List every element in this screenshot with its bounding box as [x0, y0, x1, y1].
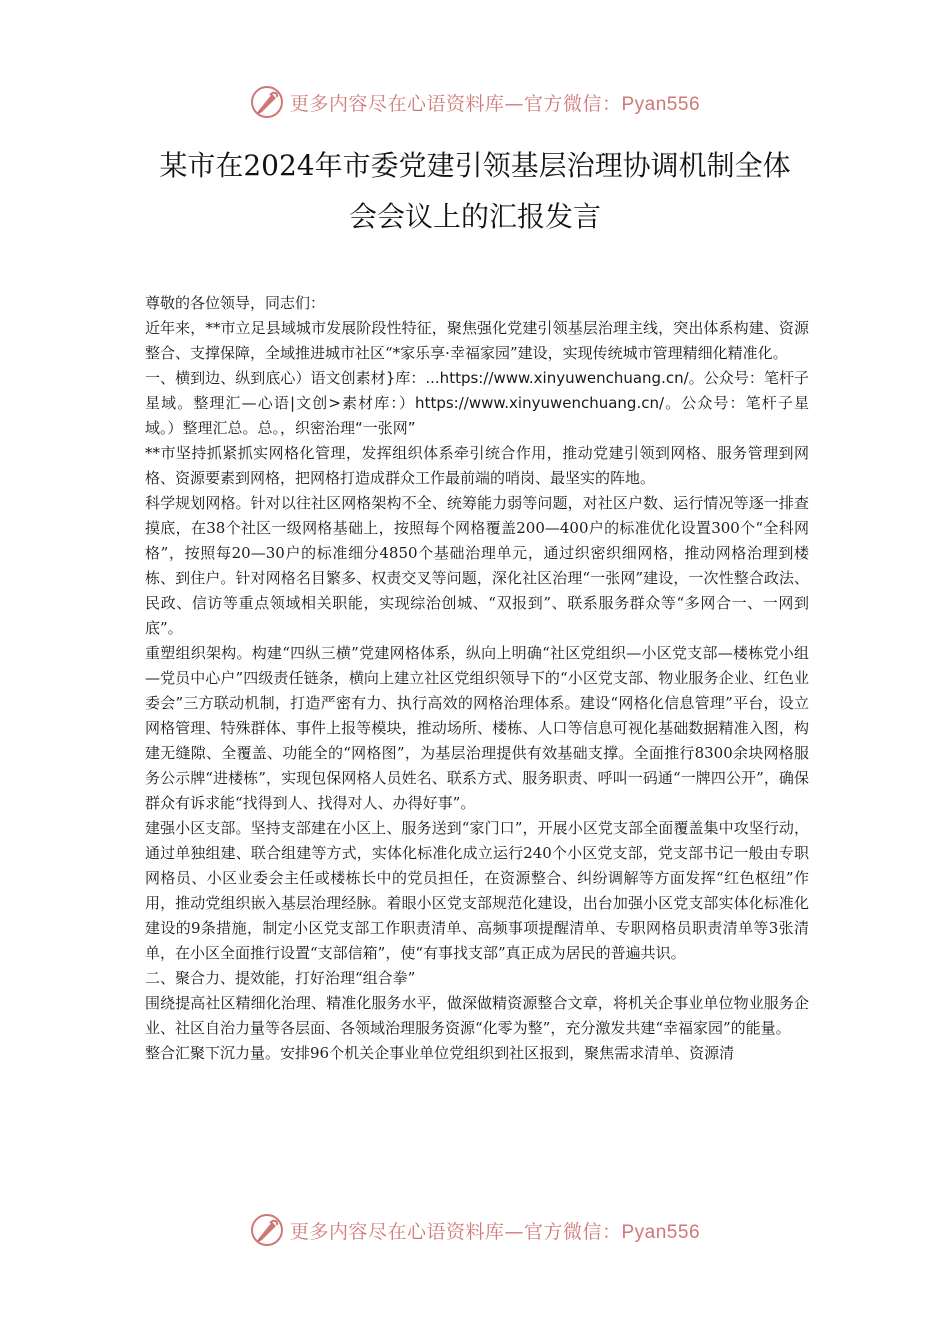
- body-paragraph: 近年来，**市立足县域城市发展阶段性特征，聚焦强化党建引领基层治理主线，突出体系构建、资源整合、支撑保障，全域推进城市社区“*家乐享·幸福家园”建设，实现传统城市管理精细化精准化。: [145, 319, 809, 362]
- body-paragraph: **市坚持抓紧抓实网格化管理，发挥组织体系牵引统合作用，推动党建引领到网格、服务管理到网格、资源要素到网格，把网格打造成群众工作最前端的哨岗、最坚实的阵地。: [145, 444, 809, 487]
- watermark-text: 更多内容尽在心语资料库—官方微信：Pyan556: [289, 1220, 701, 1243]
- body-paragraph: 整合汇聚下沉力量。安排96个机关企事业单位党组织到社区报到，聚焦需求清单、资源清: [145, 1044, 735, 1062]
- watermark-handle: Pyan556: [621, 1221, 701, 1243]
- body-paragraph: 科学规划网格。针对以往社区网格架构不全、统筹能力弱等问题，对社区户数、运行情况等逐一排查摸底，在38个社区一级网格基础上，按照每个网格覆盖200—400户的标准优化设置300个“全科网格”，按照每20—30户的标准细分4850个基础治理单元，通过织密织细网格，推动网格治理到楼栋、到住户。针对网格名目繁多、权责交叉等问题，深化社区治理“一张网”建设，一次性整合政法、民政、信访等重点领域相关职能，实现综治创城、“双报到”、联系服务群众等“多网合一、一网到底”。: [145, 494, 809, 637]
- watermark-handle: Pyan556: [621, 93, 701, 115]
- salutation: 尊敬的各位领导，同志们：: [145, 294, 326, 312]
- watermark-banner-bottom: [0, 1208, 950, 1252]
- section-heading: 一、横到边、纵到底心）语文创素材}库：...https://www.xinyuwenchuang.cn/。公众号：笔杆子星域。整理汇—心语|文创>素材库：）https://www.xinyuwenchuang.cn/。公众号：笔杆子星域。）整理汇总。总。，织密治理“一张网”: [145, 369, 809, 437]
- watermark-text: 更多内容尽在心语资料库—官方微信：Pyan556: [289, 92, 701, 115]
- pen-nib-logo-icon: [250, 85, 284, 119]
- title-line-1: 某市在2024年市委党建引领基层治理协调机制全体: [159, 149, 791, 182]
- document-body: [145, 291, 809, 1066]
- title-line-2: 会会议上的汇报发言: [348, 200, 601, 233]
- page-title: [100, 140, 850, 242]
- watermark-banner-top: [0, 80, 950, 124]
- pen-nib-logo-icon: [250, 1213, 284, 1247]
- body-paragraph: 围绕提高社区精细化治理、精准化服务水平，做深做精资源整合文章，将机关企事业单位物业服务企业、社区自治力量等各层面、各领域治理服务资源“化零为整”，充分激发共建“幸福家园”的能量。: [145, 994, 809, 1037]
- body-paragraph: 重塑组织架构。构建“四纵三横”党建网格体系，纵向上明确“社区党组织—小区党支部—楼栋党小组—党员中心户”四级责任链条，横向上建立社区党组织领导下的“小区党支部、物业服务企业、红色业委会”三方联动机制，打造严密有力、执行高效的网格治理体系。建设“网格化信息管理”平台，设立网格管理、特殊群体、事件上报等模块，推动场所、楼栋、人口等信息可视化基础数据精准入图，构建无缝隙、全覆盖、功能全的“网格图”，为基层治理提供有效基础支撑。全面推行8300余块网格服务公示牌“进楼栋”，实现包保网格人员姓名、联系方式、服务职责、呼叫一码通“一牌四公开”，确保群众有诉求能“找得到人、找得对人、办得好事”。: [145, 644, 809, 812]
- section-heading: 二、聚合力、提效能，打好治理“组合拳”: [145, 969, 416, 987]
- body-paragraph: 建强小区支部。坚持支部建在小区上、服务送到“家门口”，开展小区党支部全面覆盖集中攻坚行动，通过单独组建、联合组建等方式，实体化标准化成立运行240个小区党支部，党支部书记一般由专职网格员、小区业委会主任或楼栋长中的党员担任，在资源整合、纠纷调解等方面发挥“红色枢纽”作用，推动党组织嵌入基层治理经脉。着眼小区党支部规范化建设，出台加强小区党支部实体化标准化建设的9条措施，制定小区党支部工作职责清单、高频事项提醒清单、专职网格员职责清单等3张清单，在小区全面推行设置“支部信箱”，使“有事找支部”真正成为居民的普遍共识。: [145, 819, 809, 962]
